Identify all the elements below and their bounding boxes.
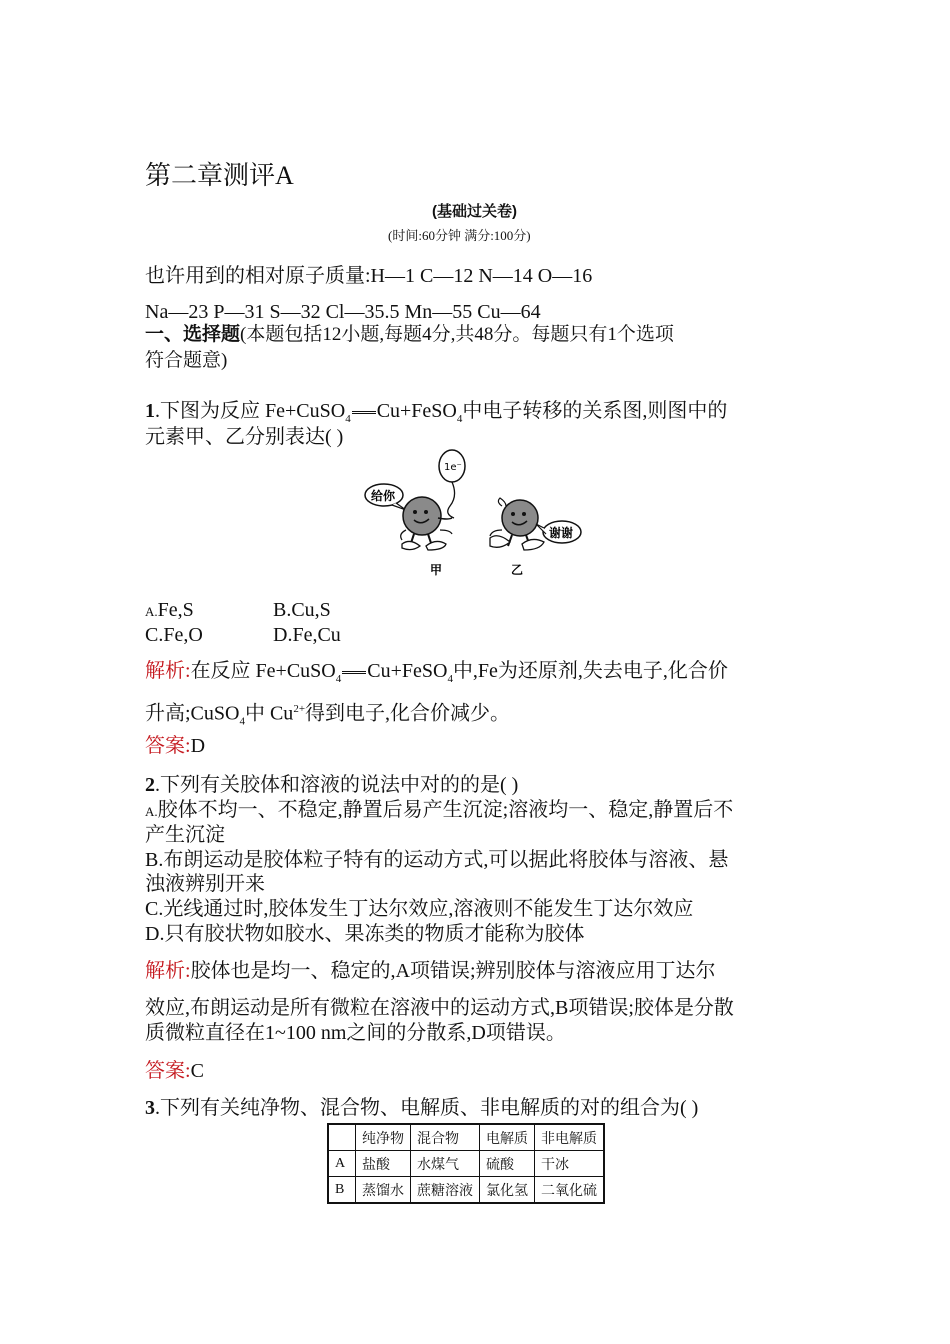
q1-analysis-sub-2: 4	[447, 673, 453, 685]
q2-stem	[145, 773, 518, 797]
section-desc-2: 符合题意)	[145, 350, 228, 371]
q1-stem-2: 元素甲、乙分别表达( )	[145, 426, 344, 448]
q1-option-c: C.Fe,O	[145, 624, 203, 646]
page-title: 第二章测评A	[145, 161, 294, 190]
exam-meta: (时间:60分钟 满分:100分)	[388, 228, 531, 243]
bubble-right-text: 谢谢	[549, 526, 574, 540]
q2-stem-text: .下列有关胶体和溶液的说法中对的的是( )	[155, 774, 519, 796]
table-cell: A	[328, 1151, 356, 1177]
label-jia: 甲	[430, 563, 443, 577]
q1-option-a-letter: A.	[145, 604, 158, 619]
table-header-cell: 非电解质	[535, 1124, 605, 1151]
table-cell: 蒸馏水	[356, 1177, 411, 1204]
q1-analysis-line-1	[145, 659, 728, 691]
q2-answer-value: C	[190, 1060, 204, 1082]
q2-option-a-1	[145, 798, 733, 824]
equals-sign-icon	[342, 671, 366, 674]
q3-table	[327, 1123, 605, 1204]
q1-option-d: D.Fe,Cu	[273, 624, 341, 646]
table-header-cell: 纯净物	[356, 1124, 411, 1151]
bubble-left-text: 给你	[371, 489, 396, 503]
section-title: 一、选择题	[145, 324, 241, 345]
q2-analysis-line-3: 质微粒直径在1~100 nm之间的分散系,D项错误。	[145, 1022, 566, 1044]
q1-sub-2: 4	[456, 413, 463, 425]
q1-analysis-label: 解析:	[145, 660, 191, 682]
q1-option-a-text: Fe,S	[157, 599, 194, 621]
q1-option-a	[145, 598, 194, 624]
q2-option-a-2: 产生沉淀	[145, 824, 225, 846]
q2-option-a-text: 胶体不均一、不稳定,静置后易产生沉淀;溶液均一、稳定,静置后不	[157, 799, 734, 821]
character-jia-icon	[401, 497, 452, 550]
balloon-label: 1e⁻	[444, 462, 462, 473]
label-yi: 乙	[511, 563, 524, 577]
q2-option-c: C.光线通过时,胶体发生丁达尔效应,溶液则不能发生丁达尔效应	[145, 898, 694, 920]
table-cell: 水煤气	[411, 1151, 480, 1177]
table-cell: 盐酸	[356, 1151, 411, 1177]
table-header-cell: 混合物	[411, 1124, 480, 1151]
table-row	[328, 1177, 604, 1204]
q3-stem	[145, 1096, 698, 1120]
table-cell: 干冰	[535, 1151, 605, 1177]
q1-analysis2-sup: 2+	[293, 703, 306, 715]
q1-sub-1: 4	[345, 413, 351, 425]
table-row	[328, 1151, 604, 1177]
q1-answer-label: 答案:	[145, 735, 191, 757]
table-cell: B	[328, 1177, 356, 1204]
q1-analysis2-c: 得到电子,化合价减少。	[305, 702, 511, 725]
table-cell: 蔗糖溶液	[411, 1177, 480, 1204]
q1-stem-b: Cu+FeSO	[376, 400, 457, 422]
q1-analysis2-b: 中 Cu	[244, 702, 294, 725]
q1-analysis2-a: 升高;CuSO	[145, 702, 240, 725]
q1-stem-a: .下图为反应 Fe+CuSO	[155, 400, 346, 422]
atomic-mass-line-1: 也许用到的相对原子质量:H—1 C—12 N—14 O—16	[145, 265, 593, 287]
q2-analysis-line-2: 效应,布朗运动是所有微粒在溶液中的运动方式,B项错误;胶体是分散	[145, 997, 734, 1019]
table-header-cell: 电解质	[480, 1124, 535, 1151]
q1-number: 1	[145, 400, 155, 422]
q3-stem-text: .下列有关纯净物、混合物、电解质、非电解质的对的组合为( )	[155, 1097, 699, 1119]
table-header-row	[328, 1124, 604, 1151]
q1-answer-value: D	[190, 735, 206, 757]
table-header-cell	[328, 1124, 356, 1151]
q1-analysis-sub-1: 4	[335, 673, 342, 685]
table-cell: 氯化氢	[480, 1177, 535, 1204]
q2-analysis-line-1	[145, 959, 716, 983]
q1-answer	[145, 734, 205, 758]
q1-option-b: B.Cu,S	[273, 599, 331, 621]
q3-number: 3	[145, 1097, 155, 1119]
q2-analysis-label: 解析:	[145, 960, 191, 982]
section-desc-1: (本题包括12小题,每题4分,共48分。每题只有1个选项	[240, 324, 674, 345]
q2-answer-label: 答案:	[145, 1060, 191, 1082]
table-cell: 二氧化硫	[535, 1177, 605, 1204]
q2-option-b-2: 浊液辨别开来	[145, 873, 265, 895]
equals-sign-icon	[352, 411, 376, 414]
table-cell: 硫酸	[480, 1151, 535, 1177]
q1-analysis-line-2	[145, 697, 510, 734]
atomic-mass-line-2: Na—23 P—31 S—32 Cl—35.5 Mn—55 Cu—64	[145, 301, 541, 323]
q1-analysis-b: Cu+FeSO	[367, 660, 448, 682]
q1-analysis2-sub: 4	[239, 715, 245, 728]
q2-option-d: D.只有胶状物如胶水、果冻类的物质才能称为胶体	[145, 923, 585, 945]
q2-number: 2	[145, 774, 155, 796]
q2-option-a-letter: A.	[145, 804, 158, 819]
q2-analysis-text-1: 胶体也是均一、稳定的,A项错误;辨别胶体与溶液应用丁达尔	[190, 960, 716, 982]
section-heading	[145, 323, 674, 347]
q1-stem-c: 中电子转移的关系图,则图中的	[462, 400, 728, 422]
q1-analysis-c: 中,Fe为还原剂,失去电子,化合价	[452, 660, 728, 682]
electron-transfer-figure	[362, 446, 592, 582]
q1-analysis-a: 在反应 Fe+CuSO	[190, 660, 336, 682]
q2-option-b-1: B.布朗运动是胶体粒子特有的运动方式,可以据此将胶体与溶液、悬	[145, 849, 729, 871]
subtitle: (基础过关卷)	[432, 203, 517, 220]
q2-answer	[145, 1059, 204, 1083]
